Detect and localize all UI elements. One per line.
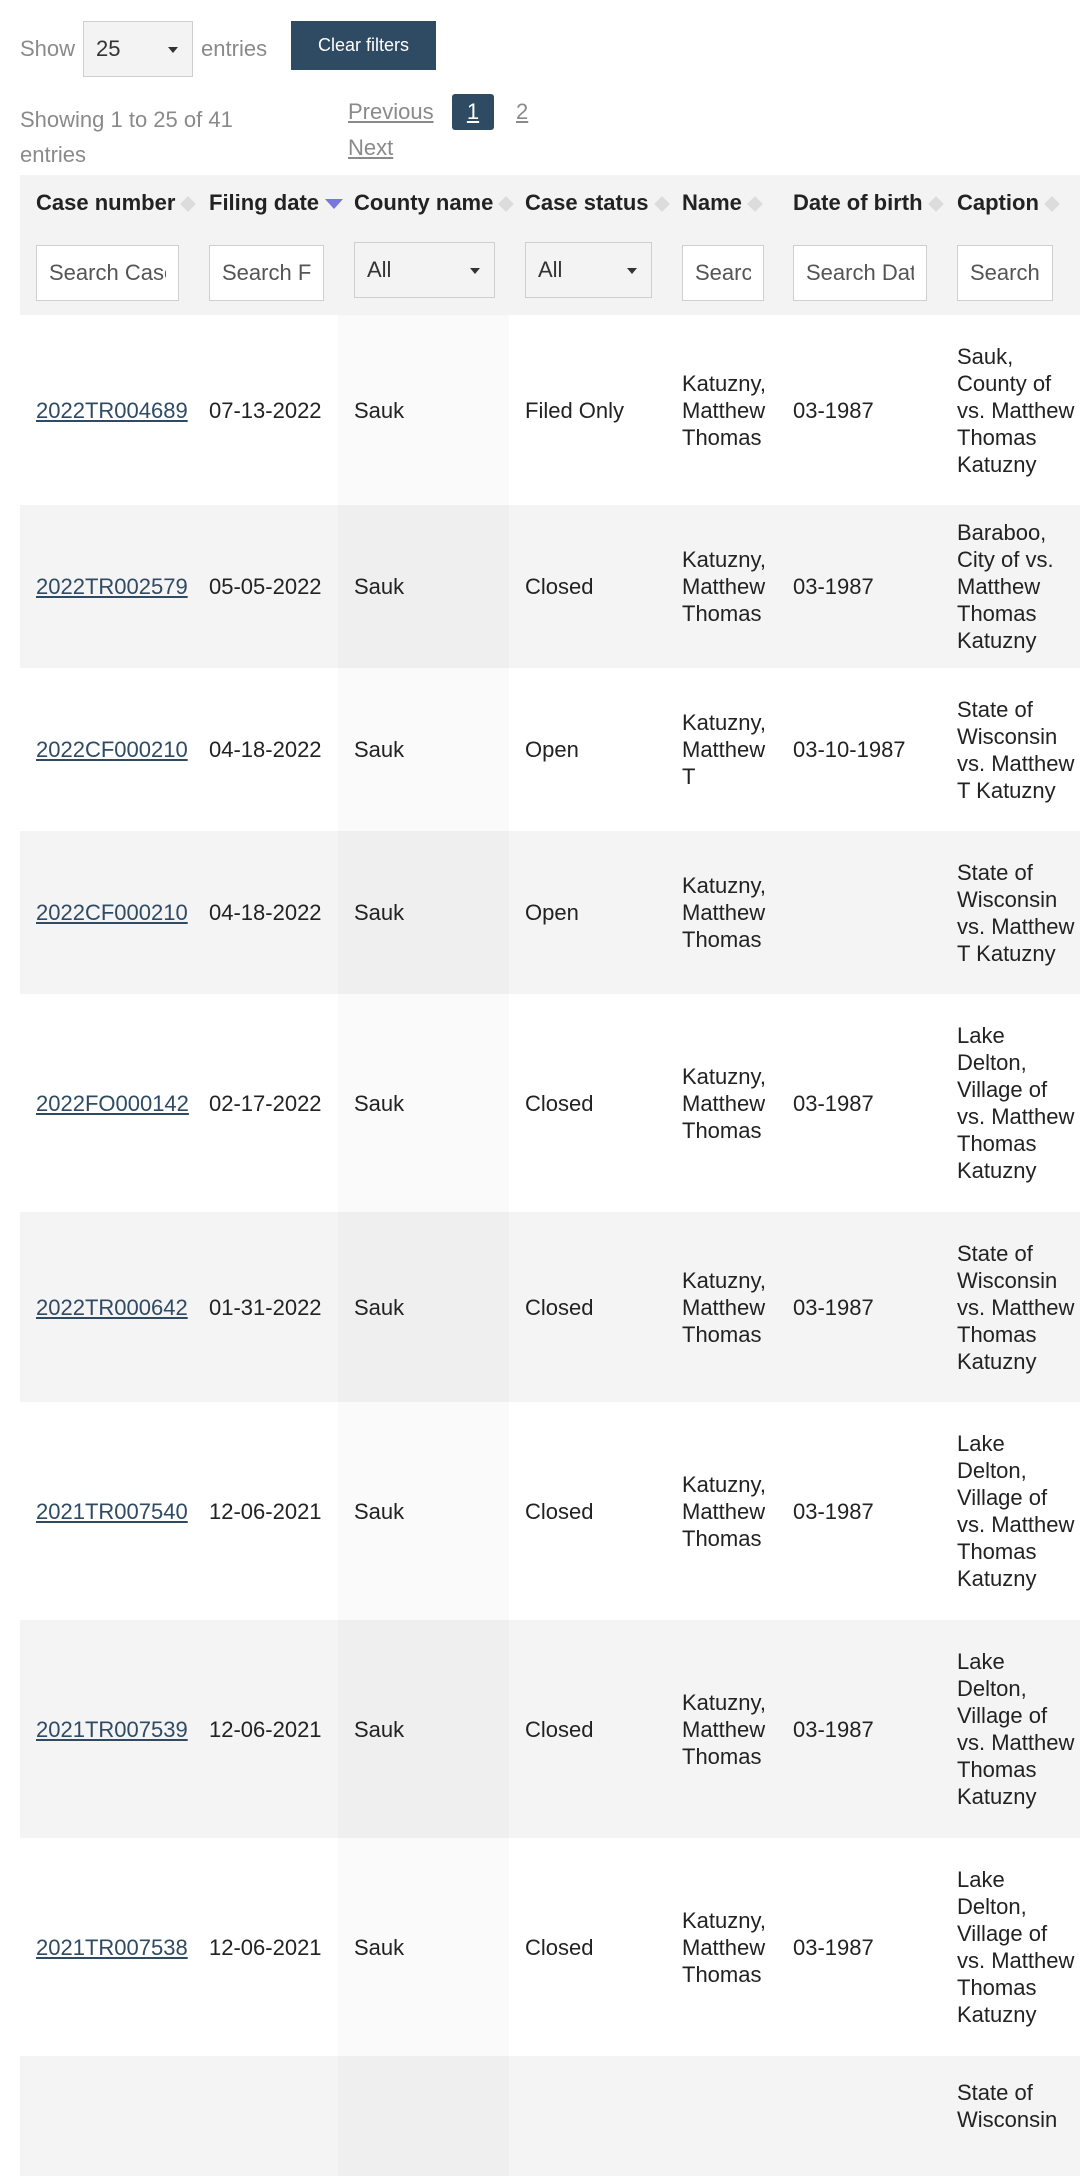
caption-cell: Lake Delton, Village of vs. Matthew Thomas Katuzny: [957, 1023, 1075, 1183]
dob-cell: [777, 2056, 941, 2176]
status-cell: Filed Only: [525, 397, 625, 423]
case-number-link[interactable]: 2021TR007538: [36, 1934, 188, 1960]
filing-date-cell: 07-13-2022: [209, 397, 322, 423]
entries-per-page-value: 25: [96, 36, 121, 61]
table-row: [20, 831, 1080, 994]
county-filter-value: All: [367, 257, 392, 282]
caption-cell: Lake Delton, Village of vs. Matthew Thomas Katuzny: [957, 1867, 1075, 2027]
filing-date-cell: 04-18-2022: [209, 737, 322, 762]
status-cell: Open: [525, 900, 579, 925]
status-cell: Closed: [525, 1498, 594, 1524]
case-number-link[interactable]: 2022CF000210: [36, 900, 188, 925]
case-number-link[interactable]: 2022TR004689: [36, 397, 188, 423]
header-label: Caption: [957, 190, 1039, 215]
dob-cell: 03-1987: [793, 1934, 874, 1960]
status-cell: Open: [525, 737, 579, 762]
dob-search-input[interactable]: [793, 245, 927, 301]
name-cell: Katuzny, Matthew Thomas: [682, 1471, 766, 1551]
filing-date-cell: 12-06-2021: [209, 1934, 322, 1960]
filing-date-cell: 05-05-2022: [209, 574, 322, 599]
name-cell: Katuzny, Matthew T: [682, 710, 766, 789]
status-cell: [509, 2056, 666, 2176]
table-row: [20, 994, 1080, 1212]
header-label: County name: [354, 190, 494, 215]
table-row: [20, 668, 1080, 831]
status-cell: Closed: [525, 1090, 594, 1116]
filing-date-cell: [193, 2056, 338, 2176]
table-row: [20, 315, 1080, 505]
county-cell: Sauk: [354, 574, 405, 599]
cases-table: [20, 175, 1080, 2176]
name-search-input[interactable]: [682, 245, 764, 301]
header-label: Filing date: [209, 190, 319, 215]
county-cell: Sauk: [354, 1090, 405, 1116]
county-cell: Sauk: [354, 1934, 405, 1960]
caption-cell: Lake Delton, Village of vs. Matthew Thomas Katuzny: [957, 1649, 1075, 1809]
table-row: [20, 505, 1080, 668]
name-cell: [666, 2056, 777, 2176]
county-cell: Sauk: [354, 1294, 405, 1320]
county-filter-select[interactable]: [354, 242, 495, 298]
header-label: Case number: [36, 190, 176, 215]
caption-cell: State of Wisconsin vs. Matthew T Katuzny: [957, 859, 1075, 966]
table-row: [20, 1838, 1080, 2056]
clear-filters-button[interactable]: Clear filters: [291, 21, 436, 70]
dob-cell: 03-10-1987: [793, 737, 906, 762]
case-number-link[interactable]: 2022CF000210: [36, 737, 188, 762]
caption-cell: Lake Delton, Village of vs. Matthew Thomas Katuzny: [957, 1431, 1075, 1591]
case-number-link[interactable]: 2021TR007539: [36, 1716, 188, 1742]
chevron-down-icon: [470, 268, 480, 274]
header-caption[interactable]: [941, 175, 1080, 231]
table-row: [20, 1212, 1080, 1402]
next-page-link[interactable]: Next: [348, 135, 394, 160]
dob-cell: 03-1987: [793, 574, 874, 599]
header-label: Case status: [525, 190, 649, 215]
entries-label: entries: [201, 36, 268, 61]
table-row: [20, 2056, 1080, 2176]
header-filing-date[interactable]: [193, 175, 338, 231]
filing-date-cell: 12-06-2021: [209, 1716, 322, 1742]
county-cell: Sauk: [354, 900, 405, 925]
status-cell: Closed: [525, 574, 594, 599]
name-cell: Katuzny, Matthew Thomas: [682, 1267, 766, 1347]
filing-date-cell: 01-31-2022: [209, 1294, 322, 1320]
case-number-link[interactable]: 2022TR000642: [36, 1294, 188, 1320]
header-county-name[interactable]: [338, 175, 509, 231]
entries-per-page-select[interactable]: [83, 21, 193, 77]
case-number-link[interactable]: 2022TR002579: [36, 574, 188, 599]
table-info: Showing 1 to 25 of 41 entries: [20, 107, 233, 167]
page-2-link[interactable]: 2: [516, 99, 529, 124]
page-1-button[interactable]: 1: [452, 94, 494, 130]
county-cell: Sauk: [354, 397, 405, 423]
table-row: [20, 1620, 1080, 1838]
table-row: [20, 1402, 1080, 1620]
status-cell: Closed: [525, 1934, 594, 1960]
county-cell: Sauk: [354, 737, 405, 762]
county-cell: Sauk: [354, 1716, 405, 1742]
filing-date-cell: 12-06-2021: [209, 1498, 322, 1524]
name-cell: Katuzny, Matthew Thomas: [682, 1063, 766, 1143]
dob-cell: 03-1987: [793, 397, 874, 423]
caption-cell: Baraboo, City of vs. Matthew Thomas Katuzny: [957, 520, 1054, 653]
sort-icon: [747, 196, 763, 212]
county-cell: [338, 2056, 509, 2176]
header-label: Date of birth: [793, 190, 923, 215]
show-label: Show: [20, 36, 76, 61]
status-filter-value: All: [538, 257, 563, 282]
chevron-down-icon: [627, 268, 637, 274]
caption-search-input[interactable]: [957, 245, 1053, 301]
dob-cell: 03-1987: [793, 1294, 874, 1320]
caption-cell: State of Wisconsin vs. Matthew T Katuzny: [957, 696, 1075, 803]
dob-cell: 03-1987: [793, 1498, 874, 1524]
chevron-down-icon: [168, 47, 178, 53]
name-cell: Katuzny, Matthew Thomas: [682, 547, 766, 626]
name-cell: Katuzny, Matthew Thomas: [682, 1907, 766, 1987]
filing-date-cell: 02-17-2022: [209, 1090, 322, 1116]
caption-cell: State of Wisconsin: [957, 2080, 1058, 2132]
name-cell: Katuzny, Matthew Thomas: [682, 873, 766, 952]
filter-row: [20, 231, 1080, 315]
name-cell: Katuzny, Matthew Thomas: [682, 370, 766, 450]
length-menu: [20, 21, 267, 77]
case-number-link[interactable]: 2022FO000142: [36, 1090, 189, 1116]
name-cell: Katuzny, Matthew Thomas: [682, 1689, 766, 1769]
filing-date-search-input[interactable]: [209, 245, 324, 301]
header-name[interactable]: [666, 175, 777, 231]
caption-cell: Sauk, County of vs. Matthew Thomas Katuzny: [957, 343, 1075, 477]
header-case-number[interactable]: [20, 175, 193, 231]
case-number-cell: [20, 2056, 193, 2176]
county-cell: Sauk: [354, 1498, 405, 1524]
previous-page-link[interactable]: Previous: [348, 99, 434, 124]
header-case-status[interactable]: [509, 175, 666, 231]
dob-cell: 03-1987: [793, 1090, 874, 1116]
case-number-link[interactable]: 2021TR007540: [36, 1498, 188, 1524]
table-header-row: [20, 175, 1080, 231]
sort-icon: [1044, 196, 1060, 212]
status-cell: Closed: [525, 1716, 594, 1742]
filing-date-cell: 04-18-2022: [209, 900, 322, 925]
case-number-search-input[interactable]: [36, 245, 179, 301]
header-date-of-birth[interactable]: [777, 175, 941, 231]
caption-cell: State of Wisconsin vs. Matthew Thomas Katuzny: [957, 1240, 1075, 1374]
dob-cell: 03-1987: [793, 1716, 874, 1742]
header-label: Name: [682, 190, 742, 215]
status-cell: Closed: [525, 1294, 594, 1320]
dob-cell: [777, 831, 941, 994]
status-filter-select[interactable]: [525, 242, 652, 298]
